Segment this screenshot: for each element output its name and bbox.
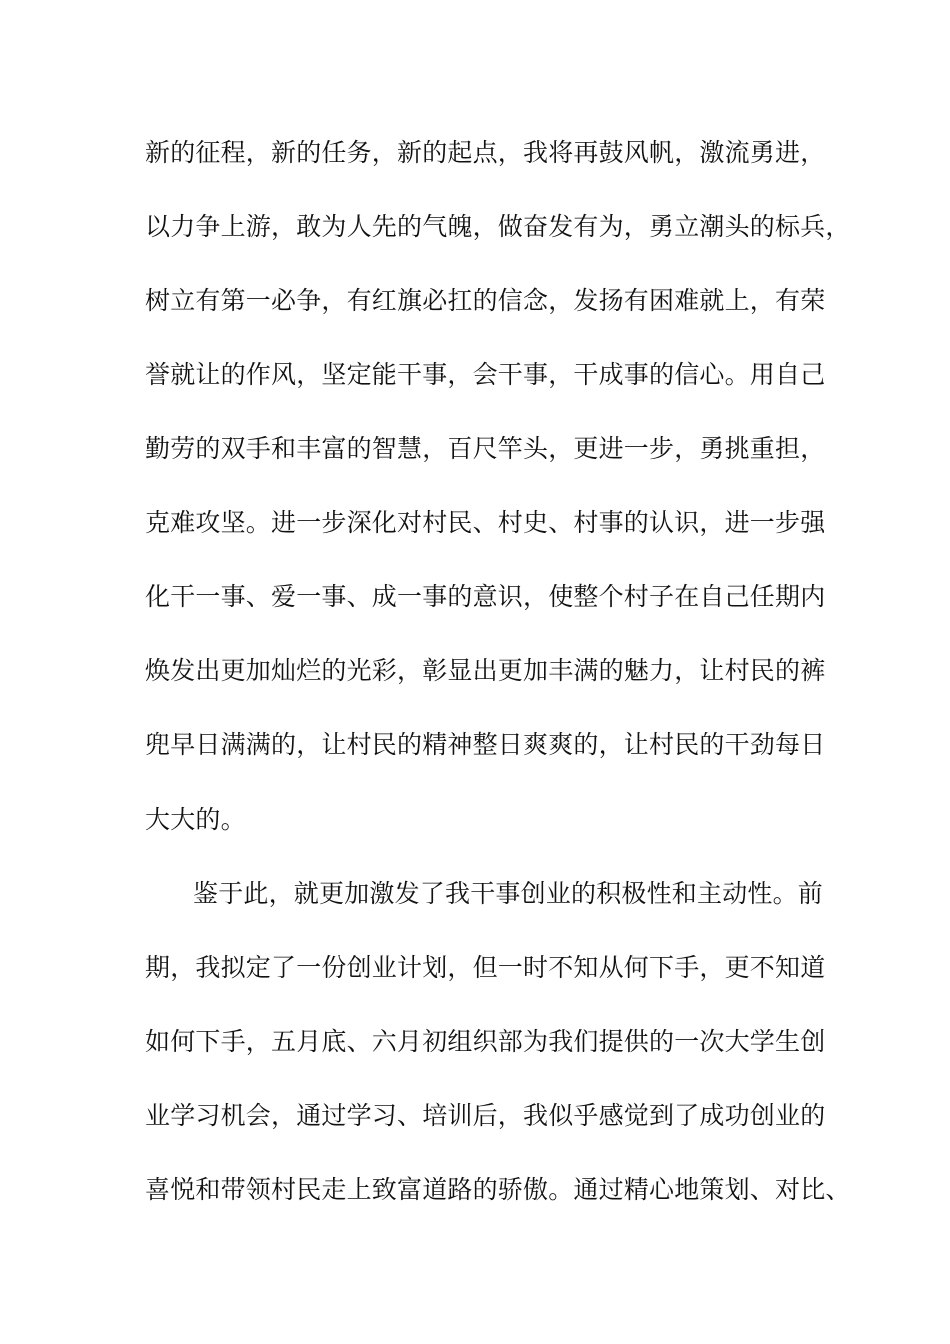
text-line: 克难攻坚。进一步深化对村民、村史、村事的认识，进一步强 [145,508,826,537]
text-line: 期，我拟定了一份创业计划，但一时不知从何下手，更不知道 [145,953,826,982]
text-line: 誉就让的作风，坚定能干事，会干事，干成事的信心。用自己 [145,360,826,389]
text-line: 化干一事、爱一事、成一事的意识，使整个村子在自己任期内 [145,582,826,611]
text-line: 焕发出更加灿烂的光彩，彰显出更加丰满的魅力，让村民的裤 [145,656,826,685]
text-line: 兜早日满满的，让村民的精神整日爽爽的，让村民的干劲每日 [145,730,826,759]
text-line: 以力争上游，敢为人先的气魄，做奋发有为，勇立潮头的标兵， [145,212,851,241]
text-line: 喜悦和带领村民走上致富道路的骄傲。通过精心地策划、对比、 [145,1175,851,1204]
text-line: 业学习机会，通过学习、培训后，我似乎感觉到了成功创业的 [145,1101,826,1130]
text-line: 新的征程，新的任务，新的起点，我将再鼓风帆，激流勇进， [145,138,826,167]
text-line: 大大的。 [145,805,246,834]
text-line: 树立有第一必争，有红旗必扛的信念，发扬有困难就上，有荣 [145,286,826,315]
text-line: 鉴于此，就更加激发了我干事创业的积极性和主动性。前 [193,879,824,908]
text-line: 如何下手，五月底、六月初组织部为我们提供的一次大学生创 [145,1027,826,1056]
text-line: 勤劳的双手和丰富的智慧，百尺竿头，更进一步，勇挑重担， [145,434,826,463]
